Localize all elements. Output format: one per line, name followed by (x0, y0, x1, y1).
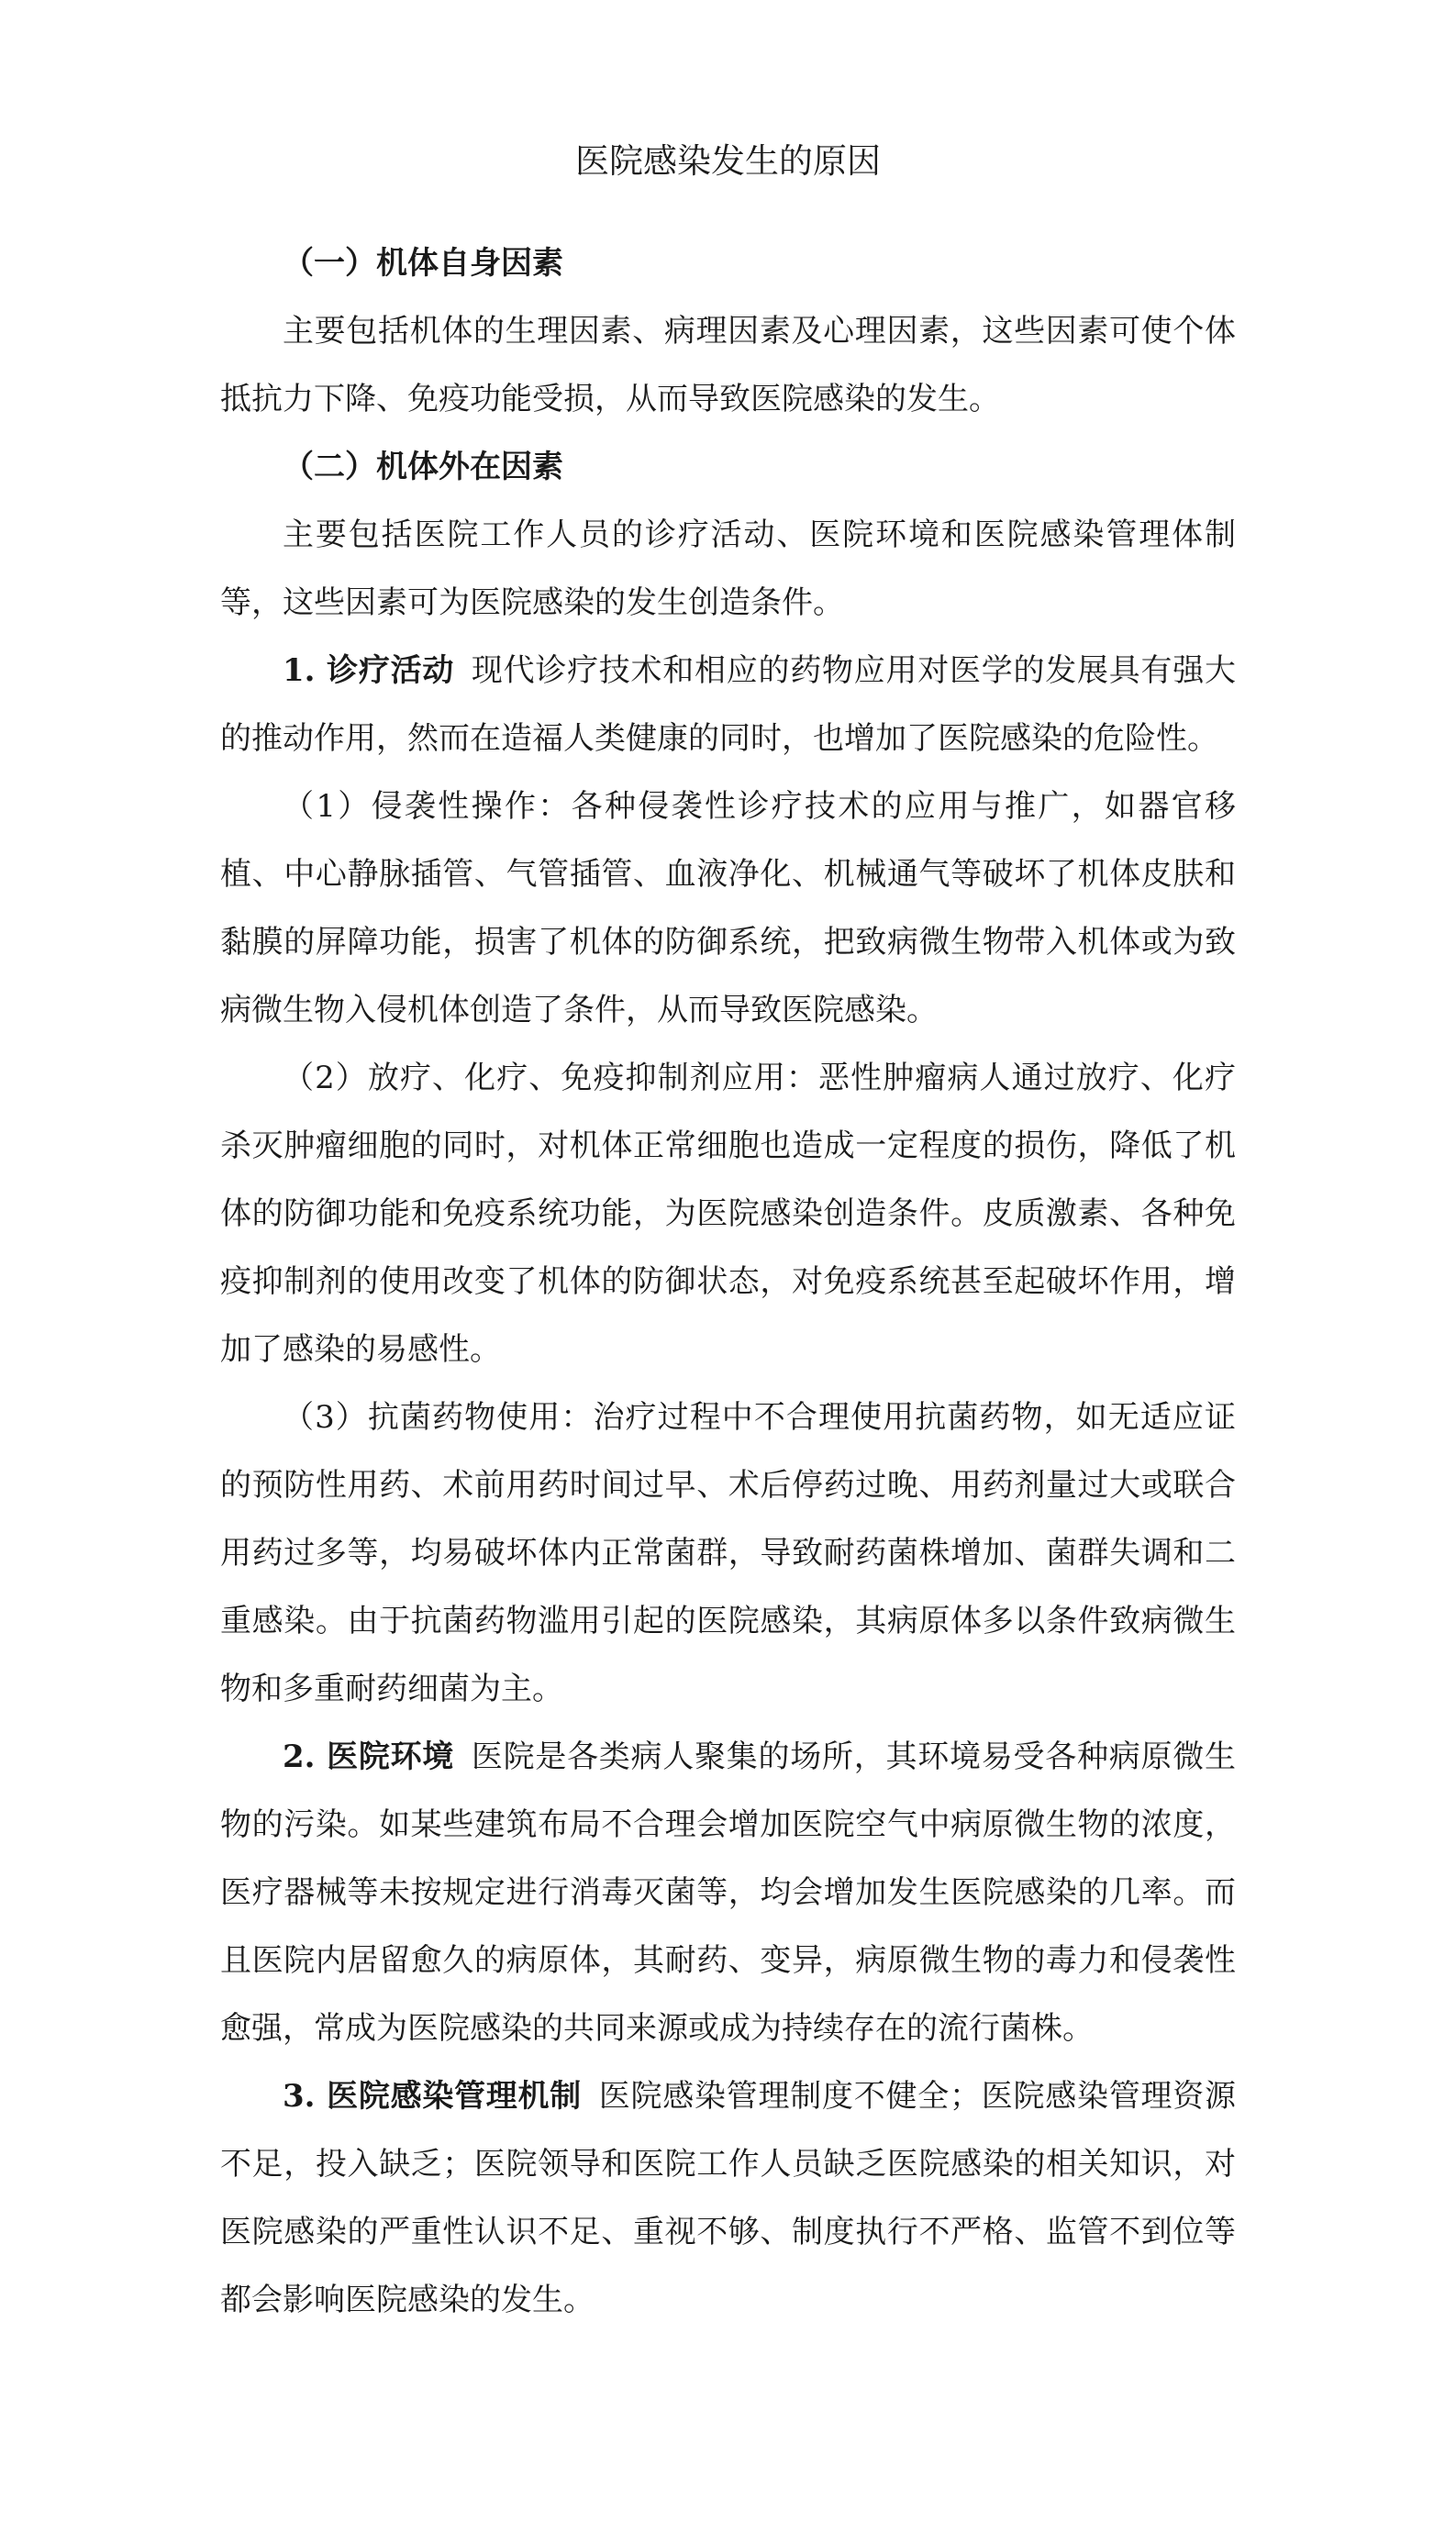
paragraph-external-factors: 主要包括医院工作人员的诊疗活动、医院环境和医院感染管理体制等，这些因素可为医院感染的发生创造条件。 (220, 517, 1236, 621)
paragraph-management-mechanism (220, 2062, 1236, 2334)
document-body (220, 229, 1236, 2334)
section-heading-external-factors: （二）机体外在因素 (283, 449, 563, 485)
paragraph-diagnostic-activities (220, 637, 1236, 772)
paragraph-radiotherapy-chemotherapy: （2）放疗、化疗、免疫抑制剂应用：恶性肿瘤病人通过放疗、化疗杀灭肿瘤细胞的同时，对机体正常细胞也造成一定程度的损伤，降低了机体的防御功能和免疫系统功能，为医院感染创造条件。皮质激素、各种免疫抑制剂的使用改变了机体的防御状态，对免疫系统甚至起破坏作用，增加了感染的易感性。 (220, 1060, 1236, 1368)
lead-diagnostic-activities: 1. 诊疗活动 (283, 652, 455, 689)
paragraph-antimicrobial-use: （3）抗菌药物使用：治疗过程中不合理使用抗菌药物，如无适应证的预防性用药、术前用药时间过早、术后停药过晚、用药剂量过大或联合用药过多等，均易破坏体内正常菌群，导致耐药菌株增加、菌群失调和二重感染。由于抗菌药物滥用引起的医院感染，其病原体多以条件致病微生物和多重耐药细菌为主。 (220, 1399, 1236, 1707)
lead-hospital-environment: 2. 医院环境 (283, 1739, 455, 1775)
text-diagnostic-activities: 现代诊疗技术和相应的药物应用对医学的发展具有强大的推动作用，然而在造福人类健康的同时，也增加了医院感染的危险性。 (220, 652, 1236, 757)
lead-management-mechanism: 3. 医院感染管理机制 (283, 2078, 583, 2115)
paragraph-internal-factors: 主要包括机体的生理因素、病理因素及心理因素，这些因素可使个体抵抗力下降、免疫功能受损，从而导致医院感染的发生。 (220, 313, 1236, 417)
paragraph-hospital-environment (220, 1723, 1236, 2062)
text-management-mechanism: 医院感染管理制度不健全；医院感染管理资源不足，投入缺乏；医院领导和医院工作人员缺乏医院感染的相关知识，对医院感染的严重性认识不足、重视不够、制度执行不严格、监管不到位等都会影响医院感染的发生。 (220, 2078, 1236, 2318)
paragraph-invasive-procedures: （1）侵袭性操作：各种侵袭性诊疗技术的应用与推广，如器官移植、中心静脉插管、气管插管、血液净化、机械通气等破坏了机体皮肤和黏膜的屏障功能，损害了机体的防御系统，把致病微生物带入机体或为致病微生物入侵机体创造了条件，从而导致医院感染。 (220, 788, 1236, 1028)
document-title: 医院感染发生的原因 (575, 141, 881, 181)
section-heading-internal-factors: （一）机体自身因素 (283, 245, 563, 282)
text-hospital-environment: 医院是各类病人聚集的场所，其环境易受各种病原微生物的污染。如某些建筑布局不合理会增加医院空气中病原微生物的浓度，医疗器械等未按规定进行消毒灭菌等，均会增加发生医院感染的几率。而且医院内居留愈久的病原体，其耐药、变异，病原微生物的毒力和侵袭性愈强，常成为医院感染的共同来源或成为持续存在的流行菌株。 (220, 1739, 1236, 2047)
